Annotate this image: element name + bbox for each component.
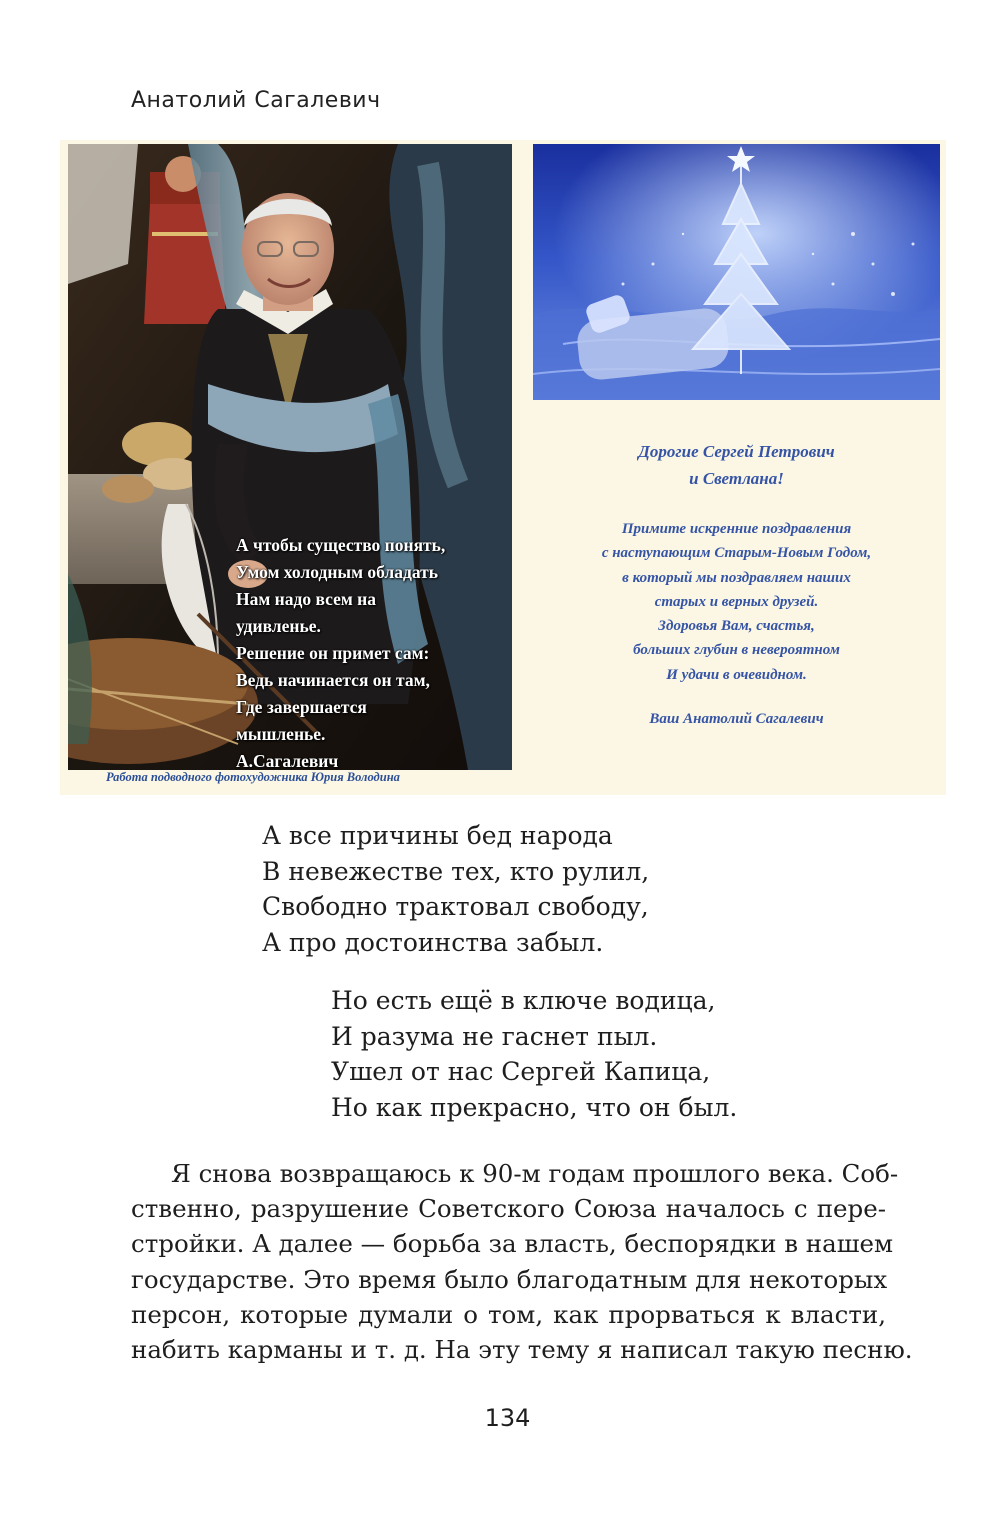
- greeting-line: Примите искренние поздравления: [621, 521, 852, 537]
- greeting-line: Здоровья Вам, счастья,: [658, 618, 815, 635]
- greeting-line: с наступающим Старым-Новым Годом,: [601, 545, 872, 562]
- poem-line: Где завершается: [236, 697, 367, 717]
- greeting-line: в который мы поздравляем наших: [622, 569, 851, 586]
- poem-line: А чтобы существо понять,: [236, 535, 446, 555]
- verse-stanza-1: [262, 818, 649, 960]
- poem-line: Умом холодным обладать: [236, 562, 439, 582]
- poem-line: Нам надо всем на: [236, 589, 377, 609]
- page-number: 134: [484, 1404, 531, 1432]
- greeting-line: старых и верных друзей.: [654, 593, 819, 610]
- verse-line: Ушел от нас Сергей Капица,: [331, 1057, 711, 1086]
- paragraph-line: персон, которые думали о том, как прорваться к власти,: [131, 1299, 886, 1329]
- poem-line: удивленье.: [236, 616, 321, 636]
- verse-line: А все причины бед народа: [262, 821, 613, 850]
- illustration-spread: [60, 140, 946, 795]
- paragraph-line: государстве. Это время было благодатным для некоторых: [131, 1264, 888, 1294]
- poem-line: Решение он примет сам:: [236, 643, 430, 663]
- portrait-poem: [236, 532, 512, 770]
- greeting-heading-line: и Светлана!: [689, 469, 784, 488]
- christmas-tree-photo: [533, 144, 940, 400]
- greeting-heading-line: Дорогие Сергей Петрович: [638, 442, 835, 461]
- paragraph-line: набить карманы и т. д. На эту тему я написал такую песню.: [131, 1335, 913, 1365]
- poem-line: мышленье.: [236, 724, 326, 744]
- greeting-body: [533, 517, 940, 687]
- verse-line: И разума не гаснет пыл.: [331, 1021, 658, 1051]
- verse-line: Но как прекрасно, что он был.: [331, 1092, 738, 1122]
- verse-line: А про достоинства забыл.: [262, 927, 604, 957]
- greeting-signature: Ваш Анатолий Сагалевич: [649, 711, 824, 728]
- portrait-photo: [68, 144, 512, 770]
- greeting-line: больших глубин в невероятном: [633, 642, 840, 659]
- greeting-heading: [533, 438, 940, 492]
- poem-signature: А.Сагалевич: [236, 751, 339, 770]
- paragraph-line: стройки. А далее — борьба за власть, беспорядки в нашем: [131, 1229, 894, 1259]
- paragraph-line: ственно, разрушение Советского Союза началось с пере-: [131, 1194, 886, 1224]
- paragraph-line: Я снова возвращаюсь к 90-м годам прошлого века. Соб-: [171, 1159, 899, 1188]
- poem-line: Ведь начинается он там,: [236, 670, 430, 690]
- verse-line: Свободно трактовал свободу,: [262, 892, 649, 921]
- verse-line: В невежестве тех, кто рулил,: [262, 856, 650, 886]
- photo-caption: Работа подводного фотохудожника Юрия Володина: [106, 770, 400, 784]
- body-paragraph: [131, 1156, 913, 1367]
- verse-line: Но есть ещё в ключе водица,: [331, 986, 716, 1015]
- running-header: Анатолий Сагалевич: [131, 88, 381, 113]
- greeting-line: И удачи в очевидном.: [666, 666, 807, 683]
- verse-stanza-2: [331, 983, 737, 1125]
- greeting-card-text: [533, 438, 940, 728]
